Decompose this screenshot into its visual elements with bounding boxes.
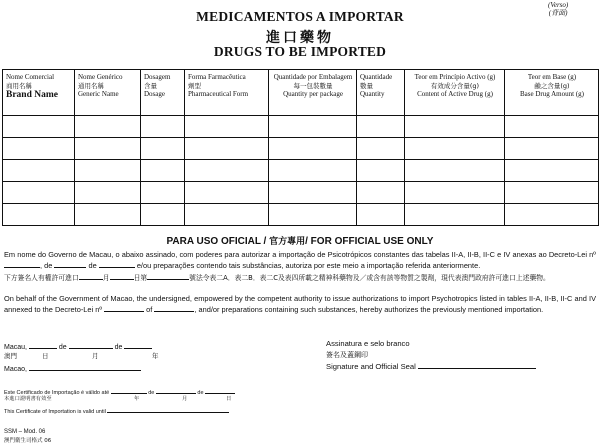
table-cell[interactable] bbox=[141, 138, 185, 160]
table-cell[interactable] bbox=[269, 138, 357, 160]
validity-en-line: This Certificate of Importation is valid until bbox=[4, 405, 229, 416]
col-pharmaceutical-form: Forma Farmacêutica 劑型 Pharmaceutical Form bbox=[185, 70, 269, 116]
decree-month-field[interactable] bbox=[99, 260, 135, 268]
signature-pt: Assinatura e selo branco bbox=[326, 339, 410, 348]
date-en-line: Macao, bbox=[4, 363, 141, 374]
table-cell[interactable] bbox=[3, 204, 75, 226]
table-cell[interactable] bbox=[505, 116, 599, 138]
title-pt: MEDICAMENTOS A IMPORTAR bbox=[196, 9, 404, 24]
table-cell[interactable] bbox=[269, 182, 357, 204]
zh-decree-field[interactable] bbox=[147, 272, 189, 280]
table-cell[interactable] bbox=[405, 138, 505, 160]
table-cell[interactable] bbox=[357, 138, 405, 160]
decree-number-field[interactable] bbox=[4, 260, 40, 268]
table-cell[interactable] bbox=[357, 160, 405, 182]
table-row bbox=[3, 160, 599, 182]
table-cell[interactable] bbox=[405, 204, 505, 226]
table-cell[interactable] bbox=[75, 160, 141, 182]
table-cell[interactable] bbox=[141, 182, 185, 204]
signature-field[interactable] bbox=[418, 361, 536, 369]
table-cell[interactable] bbox=[185, 204, 269, 226]
table-cell[interactable] bbox=[75, 138, 141, 160]
zh-day-field[interactable] bbox=[110, 272, 134, 280]
table-cell[interactable] bbox=[505, 160, 599, 182]
table-cell[interactable] bbox=[505, 138, 599, 160]
en-decree-field[interactable] bbox=[104, 304, 144, 312]
table-row bbox=[3, 116, 599, 138]
col-active-content: Teor em Princípio Activo (g) 有效成分含量(g) Content of Active Drug (g) bbox=[405, 70, 505, 116]
drugs-table bbox=[2, 69, 599, 226]
table-row bbox=[3, 182, 599, 204]
table-cell[interactable] bbox=[405, 160, 505, 182]
verso-pt: (Verso) bbox=[548, 1, 569, 9]
table-cell[interactable] bbox=[357, 116, 405, 138]
en-date-field[interactable] bbox=[154, 304, 194, 312]
table-cell[interactable] bbox=[3, 116, 75, 138]
table-cell[interactable] bbox=[75, 204, 141, 226]
table-cell[interactable] bbox=[185, 138, 269, 160]
table-cell[interactable] bbox=[185, 160, 269, 182]
decree-day-field[interactable] bbox=[54, 260, 86, 268]
validity-en-field[interactable] bbox=[107, 405, 229, 413]
date-year-field[interactable] bbox=[124, 341, 152, 349]
zh-month-field[interactable] bbox=[79, 272, 103, 280]
table-cell[interactable] bbox=[75, 182, 141, 204]
validity-day-field[interactable] bbox=[111, 386, 147, 394]
table-cell[interactable] bbox=[141, 116, 185, 138]
col-base-content: Teor em Base (g) 鹼之含量(g) Base Drug Amount (g) bbox=[505, 70, 599, 116]
title-zh: 進口藥物 bbox=[266, 30, 334, 46]
table-cell[interactable] bbox=[505, 182, 599, 204]
table-cell[interactable] bbox=[141, 204, 185, 226]
date-day-field[interactable] bbox=[29, 341, 57, 349]
table-cell[interactable] bbox=[357, 204, 405, 226]
table-header-row bbox=[3, 70, 599, 116]
table-cell[interactable] bbox=[185, 116, 269, 138]
date-en-field[interactable] bbox=[29, 363, 141, 371]
signature-en-line: Signature and Official Seal bbox=[326, 361, 536, 372]
form-code: SSM – Mod. 06 bbox=[4, 429, 46, 435]
table-cell[interactable] bbox=[505, 204, 599, 226]
table-row bbox=[3, 138, 599, 160]
official-use-heading: PARA USO OFICIAL / 官方專用/ FOR OFFICIAL USE ONLY bbox=[166, 236, 434, 247]
col-quantity-per-package: Quantidade por Embalagem 每一包裝數量 Quantity per package bbox=[269, 70, 357, 116]
table-cell[interactable] bbox=[3, 182, 75, 204]
col-brand-name: Nome Comercial 商用名稱 Brand Name bbox=[3, 70, 75, 116]
authorization-en: On behalf of the Government of Macao, the undersigned, empowered by the competent authority to issue authorizations to import Psychotropics listed in tables II-A, II-B, II-C and IV annexed to the Decreto-Lei nº of , and/or preparations containing such substances, hereby authorizes the previously mentioned importation. bbox=[4, 294, 596, 314]
col-quantity: Quantidade 數量 Quantity bbox=[357, 70, 405, 116]
table-row bbox=[3, 204, 599, 226]
validity-month-field[interactable] bbox=[156, 386, 196, 394]
table-cell[interactable] bbox=[405, 116, 505, 138]
validity-pt-line: Este Certificado de Importação é válido até de de bbox=[4, 386, 235, 397]
date-month-field[interactable] bbox=[69, 341, 113, 349]
table-cell[interactable] bbox=[357, 182, 405, 204]
title-en: DRUGS TO BE IMPORTED bbox=[213, 44, 387, 59]
table-cell[interactable] bbox=[269, 116, 357, 138]
form-code-zh: 澳門衛生司格式 06 bbox=[4, 438, 52, 444]
validity-year-field[interactable] bbox=[205, 386, 235, 394]
date-zh-line: 澳門 日 月 年 bbox=[4, 352, 159, 360]
signature-zh: 簽名及蓋鋼印 bbox=[326, 351, 368, 359]
validity-zh-line: 本進口證明書有效至 年 月 日 bbox=[4, 396, 232, 402]
table-cell[interactable] bbox=[185, 182, 269, 204]
table-cell[interactable] bbox=[269, 204, 357, 226]
col-generic-name: Nome Genérico 通用名稱 Generic Name bbox=[75, 70, 141, 116]
table-cell[interactable] bbox=[405, 182, 505, 204]
table-cell[interactable] bbox=[75, 116, 141, 138]
table-cell[interactable] bbox=[3, 138, 75, 160]
date-pt-line: Macau, de de bbox=[4, 341, 152, 352]
table-cell[interactable] bbox=[3, 160, 75, 182]
col-dosage: Dosagem 含量 Dosage bbox=[141, 70, 185, 116]
table-cell[interactable] bbox=[141, 160, 185, 182]
authorization-pt: Em nome do Governo de Macau, o abaixo assinado, com poderes para autorizar a importação de Psicotrópicos constantes das tabelas II-A, II-B, II-C e IV anexas ao Decreto-Lei nº , de de e/ou preparações contendo tais substâncias, autoriza por este meio a importação referida anteriormente. bbox=[4, 250, 596, 270]
table-cell[interactable] bbox=[269, 160, 357, 182]
verso-zh: (背面) bbox=[548, 9, 568, 17]
authorization-zh: 下方簽名人有權許可進口 月 日第 號法令表二A．表二B．表二C及表四所載之精神科藥物及／或含有該等物質之製劑，現代表澳門政府許可進口上述藥物。 bbox=[4, 274, 550, 282]
